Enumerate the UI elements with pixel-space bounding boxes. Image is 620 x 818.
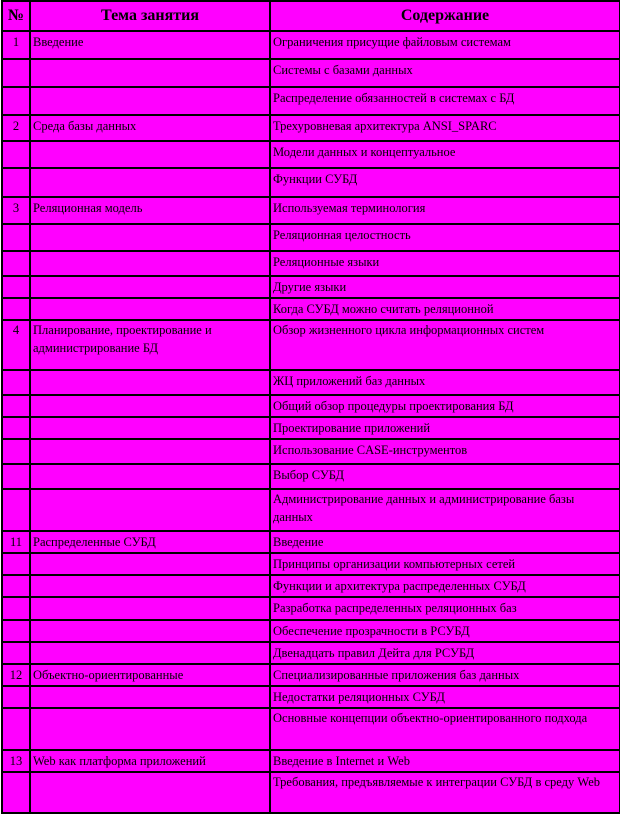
table-row xyxy=(2,298,620,320)
row-topic-cell xyxy=(30,59,270,87)
row-topic-cell xyxy=(30,276,270,298)
row-number-cell: 12 xyxy=(2,664,30,686)
table-row xyxy=(2,59,620,87)
table-body xyxy=(2,31,620,813)
row-content-cell: Проектирование приложений xyxy=(270,417,620,439)
table-row xyxy=(2,489,620,531)
row-number-cell xyxy=(2,298,30,320)
row-number-cell xyxy=(2,141,30,168)
table-row xyxy=(2,168,620,197)
row-content-cell: Требования, предъявляемые к интеграции СУБД в среду Web xyxy=(270,772,620,813)
row-content-cell: Обеспечение прозрачности в РСУБД xyxy=(270,620,620,642)
row-content-cell: Администрирование данных и администрирование базы данных xyxy=(270,489,620,531)
row-content-cell: Функции СУБД xyxy=(270,168,620,197)
table-row xyxy=(2,320,620,370)
row-number-cell xyxy=(2,276,30,298)
row-number-cell xyxy=(2,87,30,115)
row-topic-cell: Web как платформа приложений xyxy=(30,750,270,772)
row-content-cell: Выбор СУБД xyxy=(270,464,620,489)
row-content-cell: Обзор жизненного цикла информационных систем xyxy=(270,320,620,370)
row-number-cell xyxy=(2,686,30,708)
row-content-cell: Реляционные языки xyxy=(270,251,620,276)
table-row xyxy=(2,553,620,575)
row-number-cell: 4 xyxy=(2,320,30,370)
table-row xyxy=(2,531,620,553)
row-content-cell: Двенадцать правил Дейта для РСУБД xyxy=(270,642,620,664)
topics-table xyxy=(1,0,620,814)
row-number-cell xyxy=(2,772,30,813)
row-topic-cell xyxy=(30,251,270,276)
row-number-cell xyxy=(2,439,30,464)
row-topic-cell xyxy=(30,597,270,620)
row-number-cell xyxy=(2,370,30,395)
header-topic: Тема занятия xyxy=(30,1,270,31)
row-number-cell xyxy=(2,553,30,575)
row-content-cell: Трехуровневая архитектура ANSI_SPARC xyxy=(270,115,620,141)
row-topic-cell xyxy=(30,575,270,597)
table-row xyxy=(2,664,620,686)
row-topic-cell xyxy=(30,417,270,439)
table-row xyxy=(2,87,620,115)
row-number-cell: 13 xyxy=(2,750,30,772)
table-row xyxy=(2,597,620,620)
row-number-cell: 11 xyxy=(2,531,30,553)
table-row xyxy=(2,464,620,489)
row-number-cell xyxy=(2,224,30,251)
table-row xyxy=(2,686,620,708)
row-content-cell: Принципы организации компьютерных сетей xyxy=(270,553,620,575)
row-number-cell: 2 xyxy=(2,115,30,141)
row-content-cell: Недостатки реляционных СУБД xyxy=(270,686,620,708)
row-topic-cell xyxy=(30,464,270,489)
row-number-cell xyxy=(2,575,30,597)
row-content-cell: Введение в Internet и Web xyxy=(270,750,620,772)
header-row xyxy=(2,1,620,31)
table-row xyxy=(2,251,620,276)
row-number-cell: 3 xyxy=(2,197,30,224)
row-content-cell: Системы с базами данных xyxy=(270,59,620,87)
table-row xyxy=(2,708,620,750)
row-content-cell: Функции и архитектура распределенных СУБД xyxy=(270,575,620,597)
row-content-cell: Реляционная целостность xyxy=(270,224,620,251)
row-topic-cell: Планирование, проектирование и администрирование БД xyxy=(30,320,270,370)
row-number-cell xyxy=(2,59,30,87)
row-content-cell: Специализированные приложения баз данных xyxy=(270,664,620,686)
table-row xyxy=(2,115,620,141)
row-topic-cell xyxy=(30,708,270,750)
table-row xyxy=(2,31,620,59)
table-row xyxy=(2,276,620,298)
row-topic-cell: Реляционная модель xyxy=(30,197,270,224)
row-topic-cell xyxy=(30,620,270,642)
row-content-cell: Модели данных и концептуальное xyxy=(270,141,620,168)
row-topic-cell: Введение xyxy=(30,31,270,59)
row-content-cell: Распределение обязанностей в системах с БД xyxy=(270,87,620,115)
table-row xyxy=(2,772,620,813)
header-content: Содержание xyxy=(270,1,620,31)
row-topic-cell xyxy=(30,168,270,197)
table-row xyxy=(2,439,620,464)
row-content-cell: Ограничения присущие файловым системам xyxy=(270,31,620,59)
row-topic-cell xyxy=(30,686,270,708)
row-number-cell xyxy=(2,489,30,531)
row-topic-cell xyxy=(30,772,270,813)
row-content-cell: Общий обзор процедуры проектирования БД xyxy=(270,395,620,417)
row-topic-cell xyxy=(30,553,270,575)
table-row xyxy=(2,575,620,597)
row-topic-cell xyxy=(30,87,270,115)
header-number: № xyxy=(2,1,30,31)
row-content-cell: ЖЦ приложений баз данных xyxy=(270,370,620,395)
row-topic-cell xyxy=(30,489,270,531)
row-topic-cell: Среда базы данных xyxy=(30,115,270,141)
row-topic-cell xyxy=(30,370,270,395)
row-number-cell xyxy=(2,597,30,620)
row-number-cell xyxy=(2,708,30,750)
row-content-cell: Когда СУБД можно считать реляционной xyxy=(270,298,620,320)
row-number-cell xyxy=(2,642,30,664)
row-number-cell xyxy=(2,251,30,276)
row-content-cell: Использование CASE-инструментов xyxy=(270,439,620,464)
row-topic-cell xyxy=(30,298,270,320)
row-topic-cell xyxy=(30,395,270,417)
row-number-cell xyxy=(2,620,30,642)
table-row xyxy=(2,642,620,664)
table-row xyxy=(2,395,620,417)
row-number-cell: 1 xyxy=(2,31,30,59)
row-content-cell: Другие языки xyxy=(270,276,620,298)
row-topic-cell: Распределенные СУБД xyxy=(30,531,270,553)
row-number-cell xyxy=(2,417,30,439)
row-number-cell xyxy=(2,464,30,489)
table-row xyxy=(2,417,620,439)
row-number-cell xyxy=(2,395,30,417)
table-row xyxy=(2,197,620,224)
table-row xyxy=(2,224,620,251)
row-content-cell: Используемая терминология xyxy=(270,197,620,224)
row-topic-cell xyxy=(30,141,270,168)
row-topic-cell xyxy=(30,224,270,251)
row-number-cell xyxy=(2,168,30,197)
table-row xyxy=(2,750,620,772)
table-row xyxy=(2,141,620,168)
table-row xyxy=(2,370,620,395)
row-content-cell: Введение xyxy=(270,531,620,553)
row-content-cell: Разработка распределенных реляционных баз xyxy=(270,597,620,620)
row-topic-cell xyxy=(30,642,270,664)
row-topic-cell xyxy=(30,439,270,464)
table-row xyxy=(2,620,620,642)
row-topic-cell: Объектно-ориентированные xyxy=(30,664,270,686)
row-content-cell: Основные концепции объектно-ориентированного подхода xyxy=(270,708,620,750)
